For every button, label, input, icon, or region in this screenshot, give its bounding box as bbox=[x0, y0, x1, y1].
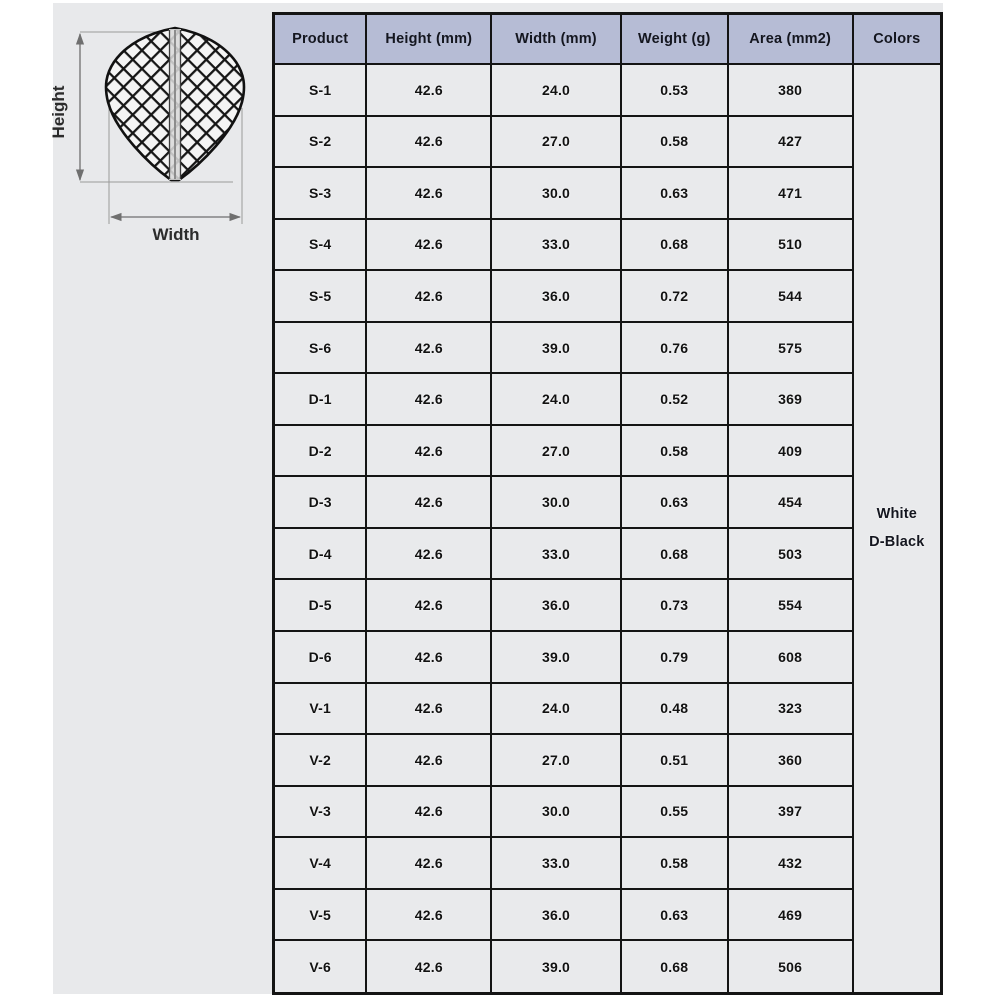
table-row bbox=[274, 837, 942, 889]
cell-height: 42.6 bbox=[366, 889, 491, 941]
cell-height: 42.6 bbox=[366, 940, 491, 993]
cell-weight: 0.63 bbox=[621, 167, 728, 219]
cell-product: S-5 bbox=[274, 270, 367, 322]
cell-height: 42.6 bbox=[366, 683, 491, 735]
cell-height: 42.6 bbox=[366, 167, 491, 219]
cell-weight: 0.68 bbox=[621, 528, 728, 580]
cell-area: 471 bbox=[728, 167, 853, 219]
cell-weight: 0.51 bbox=[621, 734, 728, 786]
cell-weight: 0.68 bbox=[621, 219, 728, 271]
colors-line: White bbox=[876, 505, 918, 522]
cell-product: V-4 bbox=[274, 837, 367, 889]
cell-width: 36.0 bbox=[491, 579, 621, 631]
table-row bbox=[274, 476, 942, 528]
cell-width: 30.0 bbox=[491, 476, 621, 528]
cell-area: 544 bbox=[728, 270, 853, 322]
cell-product: S-4 bbox=[274, 219, 367, 271]
cell-height: 42.6 bbox=[366, 476, 491, 528]
flight-dimension-diagram bbox=[50, 12, 265, 252]
cell-height: 42.6 bbox=[366, 631, 491, 683]
cell-area: 397 bbox=[728, 786, 853, 838]
cell-weight: 0.48 bbox=[621, 683, 728, 735]
cell-height: 42.6 bbox=[366, 425, 491, 477]
cell-height: 42.6 bbox=[366, 64, 491, 116]
table-row bbox=[274, 786, 942, 838]
cell-product: D-4 bbox=[274, 528, 367, 580]
cell-width: 27.0 bbox=[491, 116, 621, 168]
cell-height: 42.6 bbox=[366, 116, 491, 168]
table-row bbox=[274, 373, 942, 425]
cell-product: V-1 bbox=[274, 683, 367, 735]
cell-weight: 0.63 bbox=[621, 889, 728, 941]
cell-product: V-6 bbox=[274, 940, 367, 993]
cell-colors-merged bbox=[853, 64, 942, 994]
table-row bbox=[274, 322, 942, 374]
cell-width: 39.0 bbox=[491, 322, 621, 374]
cell-weight: 0.58 bbox=[621, 116, 728, 168]
cell-width: 36.0 bbox=[491, 270, 621, 322]
cell-height: 42.6 bbox=[366, 219, 491, 271]
cell-area: 575 bbox=[728, 322, 853, 374]
cell-area: 469 bbox=[728, 889, 853, 941]
table-row bbox=[274, 270, 942, 322]
cell-weight: 0.68 bbox=[621, 940, 728, 993]
cell-area: 427 bbox=[728, 116, 853, 168]
cell-width: 36.0 bbox=[491, 889, 621, 941]
table-row bbox=[274, 528, 942, 580]
cell-area: 554 bbox=[728, 579, 853, 631]
header-row bbox=[274, 14, 942, 65]
cell-product: S-6 bbox=[274, 322, 367, 374]
cell-area: 369 bbox=[728, 373, 853, 425]
cell-height: 42.6 bbox=[366, 786, 491, 838]
table-row bbox=[274, 116, 942, 168]
cell-width: 24.0 bbox=[491, 683, 621, 735]
cell-area: 608 bbox=[728, 631, 853, 683]
cell-width: 27.0 bbox=[491, 734, 621, 786]
col-header-width: Width (mm) bbox=[491, 14, 621, 65]
cell-weight: 0.76 bbox=[621, 322, 728, 374]
spec-table bbox=[272, 12, 943, 995]
cell-area: 506 bbox=[728, 940, 853, 993]
cell-width: 24.0 bbox=[491, 64, 621, 116]
colors-line: D-Black bbox=[869, 533, 925, 550]
cell-width: 33.0 bbox=[491, 528, 621, 580]
cell-product: D-5 bbox=[274, 579, 367, 631]
cell-area: 323 bbox=[728, 683, 853, 735]
cell-width: 24.0 bbox=[491, 373, 621, 425]
table-row bbox=[274, 167, 942, 219]
cell-weight: 0.58 bbox=[621, 425, 728, 477]
cell-area: 503 bbox=[728, 528, 853, 580]
cell-width: 39.0 bbox=[491, 940, 621, 993]
cell-product: D-6 bbox=[274, 631, 367, 683]
cell-weight: 0.53 bbox=[621, 64, 728, 116]
cell-area: 454 bbox=[728, 476, 853, 528]
cell-weight: 0.79 bbox=[621, 631, 728, 683]
table-row bbox=[274, 683, 942, 735]
col-header-area: Area (mm2) bbox=[728, 14, 853, 65]
cell-weight: 0.63 bbox=[621, 476, 728, 528]
cell-height: 42.6 bbox=[366, 270, 491, 322]
cell-area: 432 bbox=[728, 837, 853, 889]
cell-product: V-2 bbox=[274, 734, 367, 786]
table-row bbox=[274, 940, 942, 993]
cell-product: V-5 bbox=[274, 889, 367, 941]
cell-product: D-3 bbox=[274, 476, 367, 528]
cell-width: 33.0 bbox=[491, 219, 621, 271]
cell-height: 42.6 bbox=[366, 528, 491, 580]
cell-area: 360 bbox=[728, 734, 853, 786]
cell-height: 42.6 bbox=[366, 837, 491, 889]
cell-weight: 0.73 bbox=[621, 579, 728, 631]
col-header-colors: Colors bbox=[853, 14, 942, 65]
col-header-height: Height (mm) bbox=[366, 14, 491, 65]
table-row bbox=[274, 425, 942, 477]
table-row bbox=[274, 889, 942, 941]
flight-diagram-svg bbox=[50, 12, 265, 252]
cell-height: 42.6 bbox=[366, 734, 491, 786]
table-row bbox=[274, 631, 942, 683]
cell-weight: 0.72 bbox=[621, 270, 728, 322]
table-row bbox=[274, 64, 942, 116]
table-row bbox=[274, 579, 942, 631]
cell-width: 30.0 bbox=[491, 786, 621, 838]
height-dimension-label: Height bbox=[50, 85, 68, 139]
cell-width: 30.0 bbox=[491, 167, 621, 219]
cell-product: D-2 bbox=[274, 425, 367, 477]
cell-product: S-3 bbox=[274, 167, 367, 219]
cell-width: 39.0 bbox=[491, 631, 621, 683]
cell-width: 27.0 bbox=[491, 425, 621, 477]
cell-product: D-1 bbox=[274, 373, 367, 425]
cell-weight: 0.55 bbox=[621, 786, 728, 838]
table-row bbox=[274, 734, 942, 786]
cell-width: 33.0 bbox=[491, 837, 621, 889]
cell-product: V-3 bbox=[274, 786, 367, 838]
cell-height: 42.6 bbox=[366, 579, 491, 631]
flight-center-spine bbox=[169, 29, 181, 180]
cell-product: S-1 bbox=[274, 64, 367, 116]
cell-weight: 0.58 bbox=[621, 837, 728, 889]
table-row bbox=[274, 219, 942, 271]
cell-area: 409 bbox=[728, 425, 853, 477]
cell-product: S-2 bbox=[274, 116, 367, 168]
cell-area: 510 bbox=[728, 219, 853, 271]
cell-weight: 0.52 bbox=[621, 373, 728, 425]
cell-area: 380 bbox=[728, 64, 853, 116]
col-header-weight: Weight (g) bbox=[621, 14, 728, 65]
col-header-product: Product bbox=[274, 14, 367, 65]
cell-height: 42.6 bbox=[366, 373, 491, 425]
cell-height: 42.6 bbox=[366, 322, 491, 374]
width-dimension-label: Width bbox=[152, 225, 200, 244]
